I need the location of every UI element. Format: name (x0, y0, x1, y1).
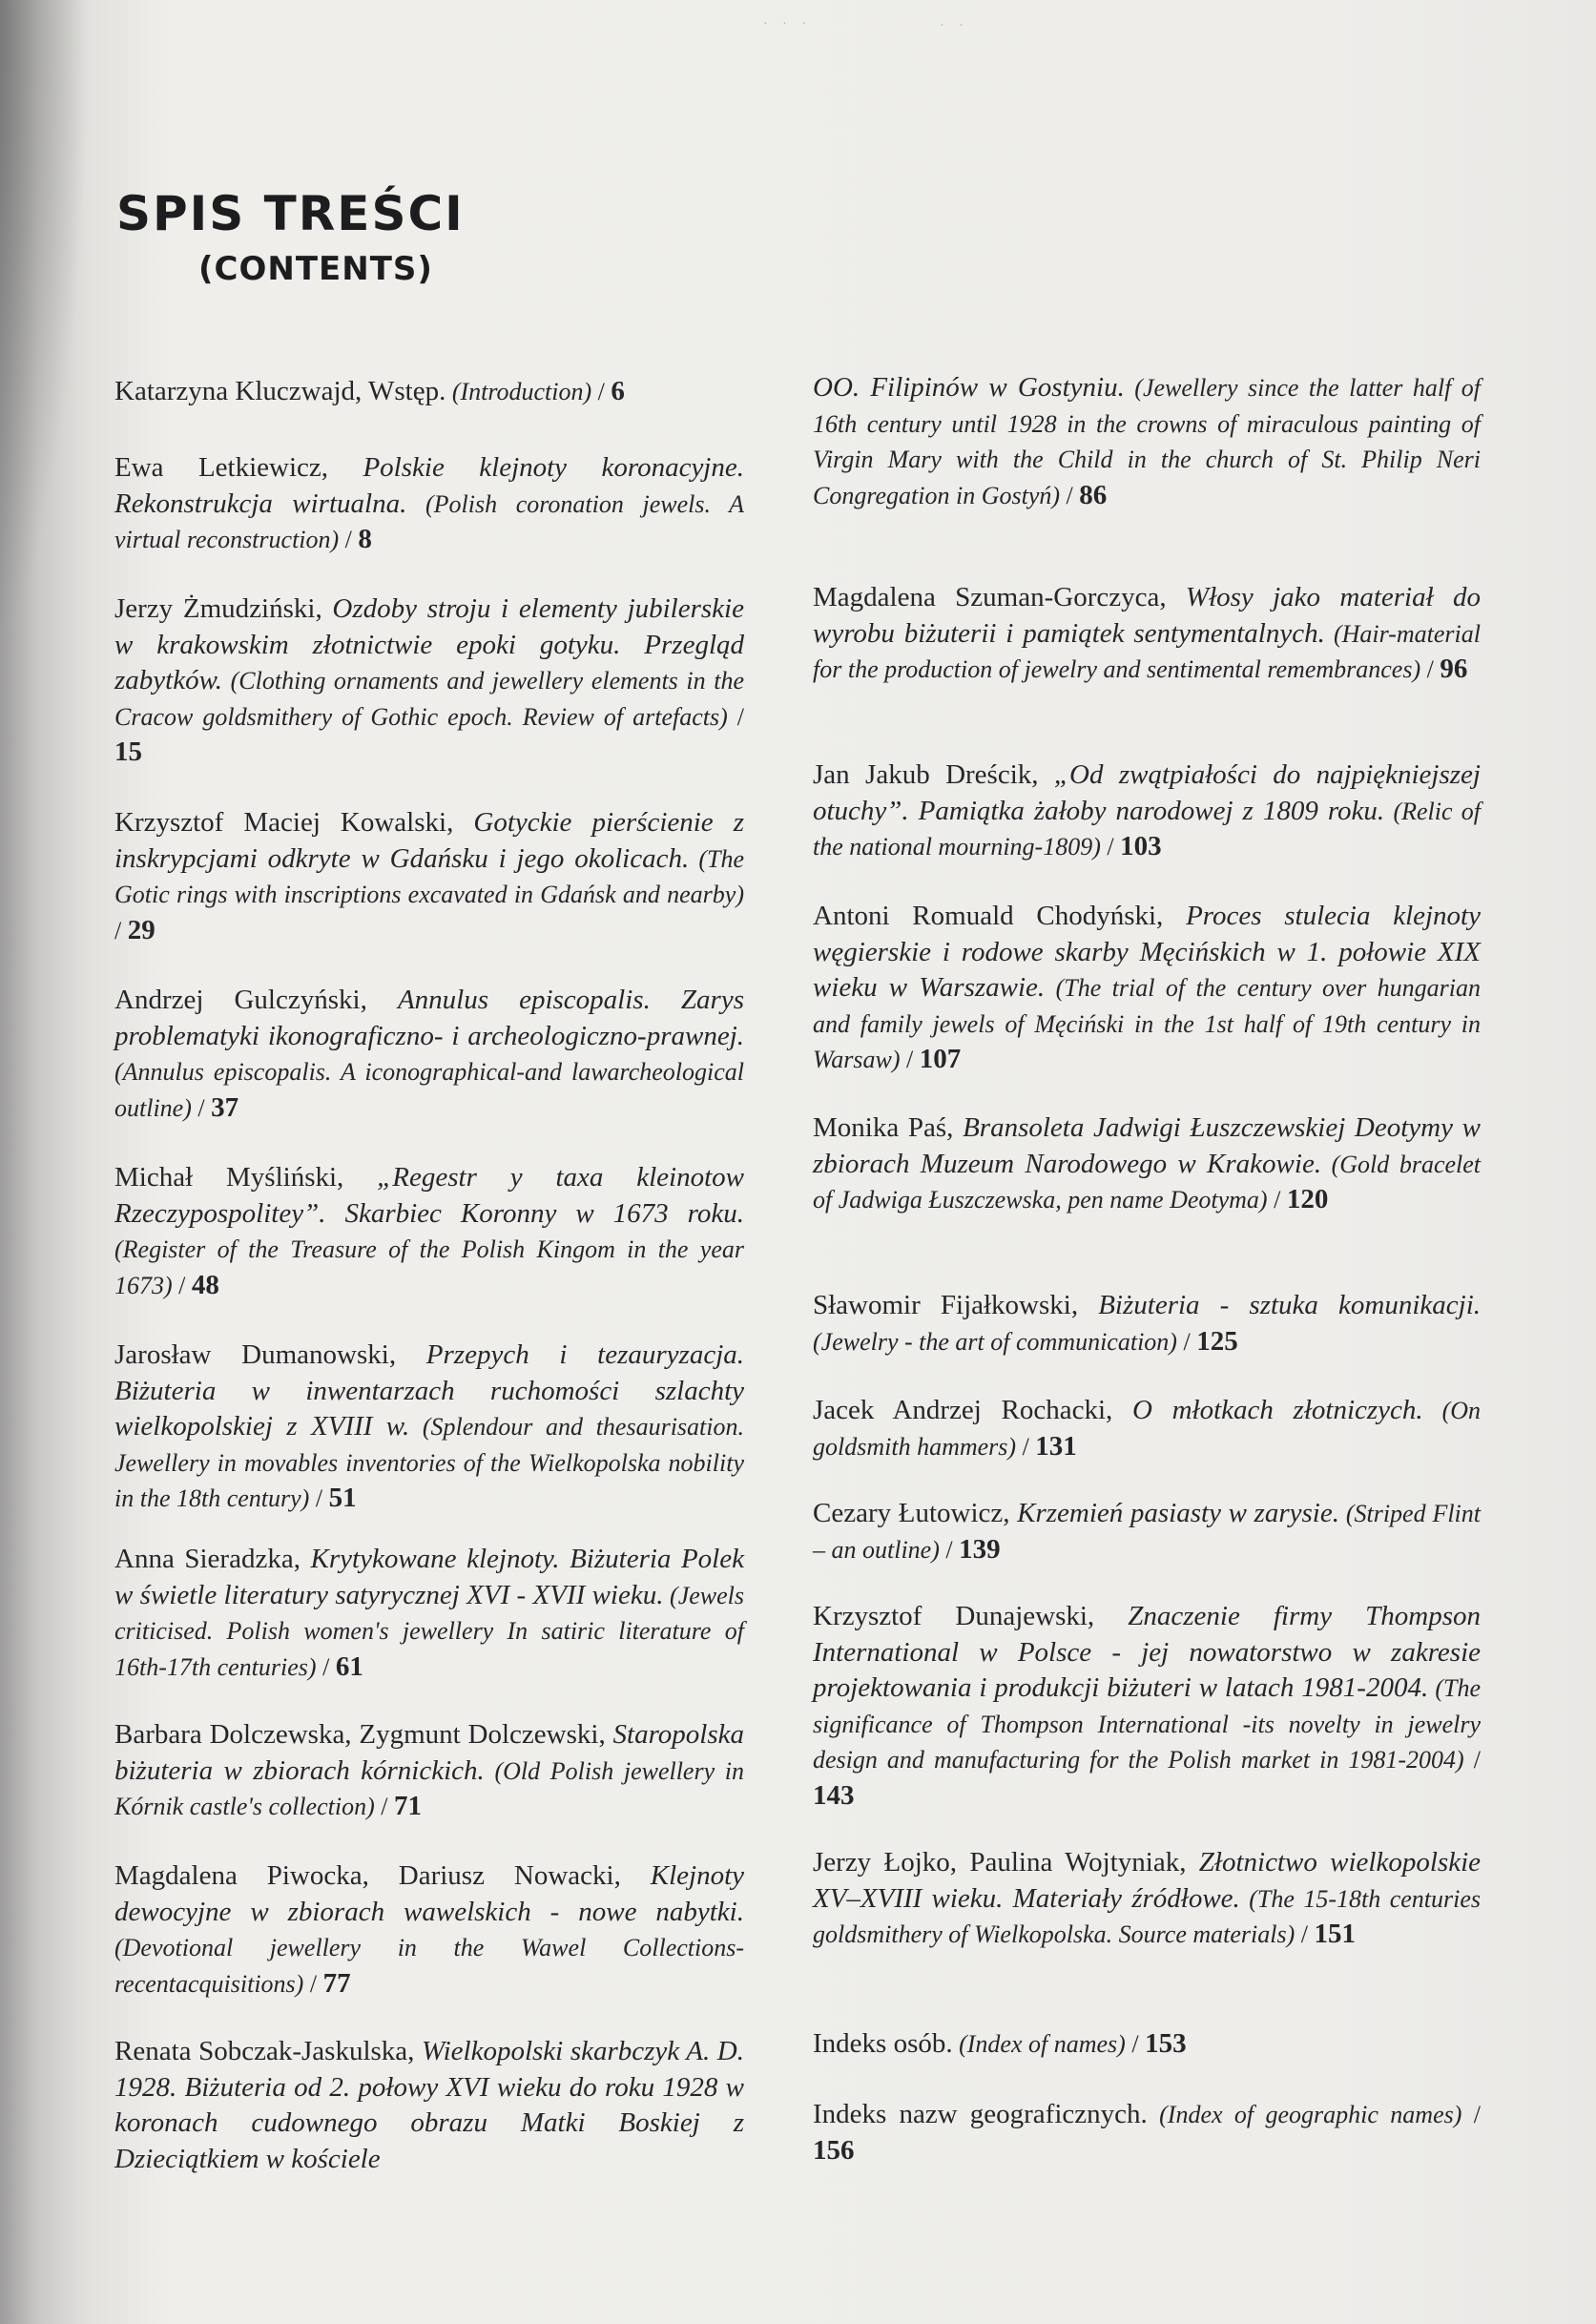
toc-title: Włosy jako materiał do wyrobu biżuterii i pamiątek sentymentalnych. (813, 582, 1481, 649)
toc-translation: (Index of names) (952, 2030, 1126, 2058)
toc-translation: (Clothing ornaments and jewellery elements in the Cracow goldsmithery of Gothic epoch. Review of artefacts) (114, 667, 744, 731)
toc-author: Jerzy Żmudziński, (114, 593, 333, 624)
page-fold-shadow (0, 0, 114, 2324)
toc-page-number: 131 (1035, 1430, 1077, 1462)
toc-separator: / (1016, 1432, 1036, 1461)
toc-title: Ozdoby stroju i elementy jubilerskie w krakowskim złotnictwie epoki gotyku. Przegląd zabytków. (114, 593, 744, 695)
toc-entry (114, 983, 744, 1126)
toc-title: Złotnictwo wielkopolskie XV–XVIII wieku. Materiały źródłowe. (813, 1847, 1481, 1914)
toc-separator: / (1176, 1327, 1197, 1356)
toc-page-number: 77 (322, 1967, 351, 1999)
toc-translation: (Jewelry - the art of communication) (813, 1327, 1177, 1356)
toc-title: Krzemień pasiasty w zarysie. (1017, 1498, 1339, 1528)
toc-entry (813, 1845, 1481, 1953)
toc-separator: / (191, 1093, 212, 1122)
toc-translation: (Old Polish jewellery in Kórnik castle's collection) (114, 1756, 745, 1820)
toc-entry (813, 1288, 1481, 1359)
toc-translation: (Jewellery since the latter half of 16th century until 1928 in the crowns of miraculous painting of Virgin Mary with the Child in the church of St. Philip Neri Congregation in Gostyń) (813, 374, 1482, 509)
toc-separator: / (339, 526, 359, 553)
page-subtitle: (CONTENTS) (198, 250, 433, 288)
toc-translation: (Striped Flint – an outline) (813, 1500, 1482, 1564)
toc-entry (114, 1717, 744, 1825)
toc-translation: (Devotional jewellery in the Wawel Collections-recentacquisitions) (114, 1934, 744, 1998)
toc-translation: (Jewels criticised. Polish women's jewellery In satiric literature of 16th-17th centuries) (114, 1581, 744, 1681)
toc-author: Sławomir Fijałkowski, (813, 1290, 1099, 1320)
toc-entry (114, 2034, 744, 2177)
toc-translation: (Relic of the national mourning-1809) (813, 797, 1481, 861)
toc-translation: (Gold bracelet of Jadwiga Łuszczewska, pen name Deotyma) (813, 1150, 1482, 1214)
toc-translation: (On goldsmith hammers) (813, 1397, 1482, 1461)
toc-separator: / (1463, 1746, 1481, 1774)
toc-separator: / (1295, 1920, 1315, 1948)
toc-entry (114, 1858, 744, 2002)
toc-entry (813, 2026, 1481, 2063)
toc-title: „Od zwątpiałości do najpiękniejszej otuchy”. Pamiątka żałoby narodowej z 1809 roku. (813, 759, 1481, 826)
toc-author: Magdalena Szuman-Gorczyca, (813, 582, 1186, 612)
toc-translation: (Introduction) (446, 378, 592, 405)
toc-title: Gotyckie pierścienie z inskrypcjami odkryte w Gdańsku i jego okolicach. (114, 807, 745, 874)
toc-title: Bransoleta Jadwigi Łuszczewskiej Deotymy w zbiorach Muzeum Narodowego w Krakowie. (813, 1112, 1481, 1179)
toc-entry (813, 1110, 1481, 1218)
toc-author: Michał Myśliński, (114, 1162, 378, 1193)
toc-page-number: 107 (919, 1044, 962, 1074)
toc-entry (813, 757, 1481, 865)
toc-page-number: 103 (1120, 831, 1162, 861)
toc-entry (813, 370, 1481, 513)
toc-separator: / (1420, 655, 1441, 683)
toc-page-number: 48 (191, 1269, 219, 1300)
toc-separator: / (1267, 1186, 1287, 1214)
toc-entry (813, 1599, 1481, 1814)
toc-page-number: 139 (959, 1533, 1001, 1565)
toc-page-number: 153 (1145, 2028, 1187, 2059)
toc-title: Staropolska biżuteria w zbiorach kórnickich. (114, 1719, 744, 1786)
toc-title: OO. Filipinów w Gostyniu. (813, 372, 1125, 403)
toc-title: Klejnoty dewocyjne w zbiorach wawelskich - nowe nabytki. (114, 1860, 744, 1927)
toc-author: Krzysztof Dunajewski, (813, 1601, 1129, 1631)
toc-page-number: 8 (358, 524, 372, 554)
toc-page-number: 6 (611, 376, 625, 406)
toc-author: Jerzy Łojko, Paulina Wojtyniak, (813, 1847, 1199, 1878)
toc-page-number: 29 (127, 914, 155, 945)
toc-entry (813, 1496, 1481, 1567)
toc-separator: / (374, 1793, 394, 1820)
toc-author: Barbara Dolczewska, Zygmunt Dolczewski, (114, 1719, 613, 1750)
toc-author: Indeks osób. (813, 2028, 953, 2059)
toc-title: Wielkopolski skarbczyk A. D. 1928. Biżuteria od 2. połowy XVI wieku do roku 1928 w koronach cudownego obrazu Matki Boskiej z Dzieciątkiem w kościele (114, 2036, 744, 2174)
toc-separator: / (727, 702, 744, 731)
toc-author: Indeks nazw geograficznych. (813, 2099, 1148, 2129)
toc-separator: / (1060, 481, 1080, 509)
toc-entry (813, 899, 1481, 1078)
toc-author: Antoni Romuald Chodyński, (813, 901, 1187, 931)
toc-author: Jan Jakub Dreścik, (813, 759, 1054, 790)
toc-entry (114, 805, 744, 948)
toc-separator: / (1461, 2101, 1482, 2128)
toc-page-number: 15 (114, 737, 142, 767)
toc-title: Przepych i tezauryzacja. Biżuteria w inwentarzach ruchomości szlachty wielkopolskiej z XVIII w. (114, 1339, 744, 1442)
toc-entry (813, 2097, 1481, 2168)
toc-entry (114, 374, 744, 410)
toc-translation: (Register of the Treasure of the Polish Kingom in the year 1673) (114, 1235, 744, 1299)
toc-translation: (Index of geographic names) (1147, 2101, 1462, 2128)
print-speckle: · · (940, 19, 969, 33)
toc-translation: (The significance of Thompson International -its novelty in jewelry design and manufacturing for the Polish market in 1981-2004) (813, 1674, 1481, 1774)
toc-translation: (The 15-18th centuries goldsmithery of Wielkopolska. Source materials) (813, 1884, 1481, 1948)
toc-page-number: 143 (813, 1779, 855, 1811)
toc-separator: / (1125, 2030, 1146, 2058)
toc-page-number: 37 (211, 1091, 239, 1123)
toc-page-number: 125 (1196, 1325, 1238, 1357)
toc-entry (813, 580, 1481, 688)
toc-title: Krytykowane klejnoty. Biżuteria Polek w świetle literatury satyrycznej XVI - XVII wieku. (114, 1544, 744, 1610)
toc-title: Biżuteria - sztuka komunikacji. (1098, 1290, 1481, 1320)
toc-entry (813, 1393, 1481, 1464)
toc-separator: / (114, 916, 128, 944)
toc-translation: (The Gotic rings with inscriptions excavated in Gdańsk and nearby) (114, 844, 744, 908)
toc-separator: / (939, 1535, 960, 1564)
toc-author: Anna Sieradzka, (114, 1544, 311, 1574)
toc-separator: / (900, 1046, 920, 1073)
toc-author: Cezary Łutowicz, (813, 1498, 1018, 1528)
toc-author: Jarosław Dumanowski, (114, 1339, 426, 1370)
toc-title: „Regestr y taxa kleinotow Rzeczypospolitey”. Skarbiec Koronny w 1673 roku. (114, 1162, 744, 1229)
toc-author: Katarzyna Kluczwajd, Wstęp. (114, 376, 446, 406)
toc-author: Renata Sobczak-Jaskulska, (114, 2036, 423, 2066)
toc-page-number: 71 (393, 1791, 422, 1821)
toc-page-number: 86 (1079, 479, 1108, 510)
toc-entry (114, 591, 744, 771)
toc-title: Polskie klejnoty koronacyjne. Rekonstrukcja wirtualna. (114, 452, 744, 519)
toc-entry (114, 1160, 744, 1303)
toc-title: Proces stulecia klejnoty węgierskie i rodowe skarby Męcińskich w 1. połowie XIX wieku w Warszawie. (813, 901, 1481, 1003)
page-title: SPIS TREŚCI (116, 186, 465, 241)
toc-entry (114, 1338, 744, 1517)
toc-author: Jacek Andrzej Rochacki, (813, 1395, 1132, 1425)
toc-title: Annulus episcopalis. Zarys problematyki ikonograficzno- i archeologiczno-prawnej. (114, 985, 744, 1051)
toc-separator: / (316, 1652, 336, 1681)
toc-author: Monika Paś, (813, 1112, 964, 1143)
toc-separator: / (309, 1484, 329, 1512)
toc-page-number: 151 (1314, 1919, 1356, 1949)
toc-translation: (The trial of the century over hungarian and family jewels of Męciński in the 1st half of 19th century in Warsaw) (813, 974, 1482, 1073)
toc-title: O młotkach złotniczych. (1131, 1395, 1423, 1425)
toc-author: Krzysztof Maciej Kowalski, (114, 807, 474, 838)
toc-entry (114, 1542, 744, 1685)
toc-separator: / (172, 1271, 192, 1299)
toc-separator: / (1100, 833, 1121, 861)
toc-translation: (Hair-material for the production of jewelry and sentimental remembrances) (813, 619, 1481, 683)
toc-page-number: 51 (328, 1483, 357, 1513)
toc-author: Ewa Letkiewicz, (114, 452, 363, 483)
toc-translation: (Splendour and thesaurisation. Jewellery in movables inventories of the Wielkopolska nobility in the 18th century) (114, 1413, 744, 1512)
toc-page-number: 61 (335, 1650, 363, 1682)
toc-entry (114, 450, 744, 558)
toc-page-number: 156 (813, 2134, 855, 2166)
toc-page-number: 120 (1286, 1184, 1329, 1214)
toc-title: Znaczenie firmy Thompson International w Polsce - jej nowatorstwo w zakresie projektowania i produkcji biżuteri w latach 1981-2004. (813, 1601, 1481, 1703)
toc-separator: / (303, 1969, 323, 1998)
toc-author: Magdalena Piwocka, Dariusz Nowacki, (114, 1860, 651, 1891)
toc-author: Andrzej Gulczyński, (114, 985, 398, 1015)
toc-page-number: 96 (1440, 654, 1468, 684)
toc-translation: (Polish coronation jewels. A virtual reconstruction) (114, 489, 744, 553)
toc-translation: (Annulus episcopalis. A iconographical-and lawarcheological outline) (114, 1058, 744, 1122)
print-speckle: · · · (763, 17, 812, 31)
toc-separator: / (591, 378, 611, 405)
